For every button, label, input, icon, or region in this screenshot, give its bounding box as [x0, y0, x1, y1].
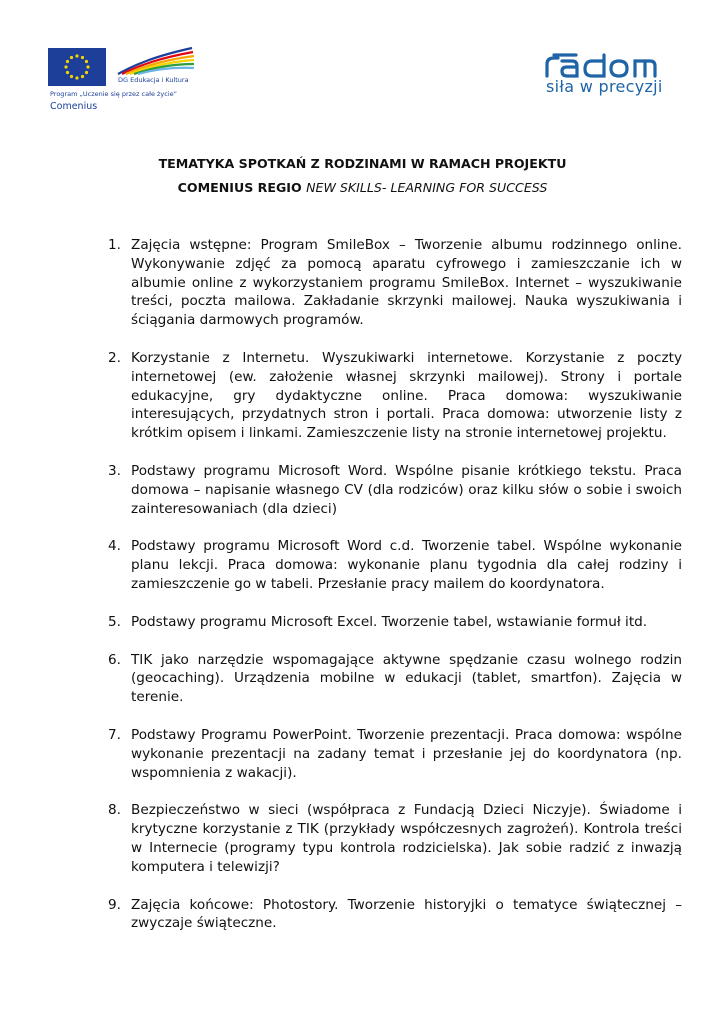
list-item-text: Zajęcia końcowe: Photostory. Tworzenie historyjki o tematyce świątecznej – zwyczaje świąteczne.: [131, 896, 682, 932]
list-item-number: 7.: [108, 726, 121, 743]
list-item: [106, 349, 682, 443]
list-item-number: 9.: [108, 896, 121, 913]
list-item-number: 8.: [108, 802, 121, 819]
list-item-text: Podstawy programu Microsoft Excel. Tworzenie tabel, wstawianie formuł itd.: [131, 613, 648, 630]
list-item-number: 5.: [108, 613, 121, 630]
radom-slogan: siła w precyzji: [546, 77, 663, 96]
list-item-text: Podstawy Programu PowerPoint. Tworzenie prezentacji. Praca domowa: wspólne wykonanie prezentacji na zadany temat i przesłanie jej do koordynatora (np. wspomnienia z wakacji).: [131, 726, 682, 781]
dg-education-label: DG Edukacja i Kultura: [118, 76, 189, 84]
document-title-line1: TEMATYKA SPOTKAŃ Z RODZINAMI W RAMACH PROJEKTU: [158, 156, 567, 171]
list-item-number: 4.: [108, 538, 121, 555]
list-item-number: 3.: [108, 462, 121, 479]
list-item: [106, 896, 682, 934]
list-item: [106, 462, 682, 518]
program-label: Program „Uczenie się przez całe życie”: [50, 90, 178, 98]
eu-flag-logo: [48, 48, 106, 86]
comenius-label: Comenius: [50, 101, 98, 112]
list-item: [106, 613, 682, 632]
list-item-number: 6.: [108, 651, 121, 668]
list-item-number: 1.: [108, 237, 121, 253]
title-italic-part: NEW SKILLS- LEARNING FOR SUCCESS: [306, 180, 548, 195]
list-item-number: 2.: [108, 349, 121, 366]
list-item-text: Podstawy programu Microsoft Word. Wspólne pisanie krótkiego tekstu. Praca domowa – napisanie własnego CV (dla rodziców) oraz kilku słów o sobie i swoich zainteresowaniach (dla dzieci): [131, 462, 682, 517]
list-item-text: Korzystanie z Internetu. Wyszukiwarki internetowe. Korzystanie z poczty internetowej (ew. założenie własnej skrzynki mailowej). Strony i portale edukacyjne, gry dydaktyczne online. Praca domowa: wyszukiwanie interesujących, przydatnych stron i portali. Praca domowa: utworzenie listy z krótkim opisem i linkami. Zamieszczenie listy na stronie internetowej projektu.: [131, 349, 682, 442]
topics-list: [106, 236, 682, 952]
list-item: [106, 236, 682, 330]
list-item: [106, 801, 682, 876]
list-item-text: Bezpieczeństwo w sieci (współpraca z Fundacją Dzieci Niczyje). Świadome i krytyczne korzystanie z TIK (przykłady współczesnych zagrożeń). Kontrola treści w Internecie (programy typu kontrola rodzicielska). Jak sobie radzić z inwazją komputera i telewizji?: [131, 802, 682, 875]
document-title-line2: [0, 180, 725, 195]
radom-logo: [542, 52, 682, 102]
title-bold-part: COMENIUS REGIO: [177, 180, 302, 195]
radom-wordmark: [542, 52, 682, 80]
list-item-text: Podstawy programu Microsoft Word c.d. Tworzenie tabel. Wspólne wykonanie planu lekcji. Praca domowa: wykonanie planu tygodnia dla całej rodziny i zamieszczenie go w tabeli. Przesłanie pracy mailem do koordynatora.: [131, 538, 682, 592]
list-item: [106, 651, 682, 707]
list-item: [106, 726, 682, 782]
lifelong-learning-logo: [116, 44, 196, 76]
list-item-text: TIK jako narzędzie wspomagające aktywne spędzanie czasu wolnego rodzin (geocaching). Urządzenia mobilne w edukacji (tablet, smartfon). Zajęcia w terenie.: [131, 651, 682, 706]
list-item: [106, 537, 682, 593]
page-header: [0, 0, 725, 125]
list-item-text: Zajęcia wstępne: Program SmileBox – Tworzenie albumu rodzinnego online. Wykonywanie zdjęć za pomocą aparatu cyfrowego i zamieszczanie ich w albumie online z wykorzystaniem programu SmileBox. Internet – wyszukiwanie treści, poczta mailowa. Zakładanie skrzynki mailowej. Nauka wyszukiwania i ściągania darmowych programów.: [131, 237, 682, 329]
